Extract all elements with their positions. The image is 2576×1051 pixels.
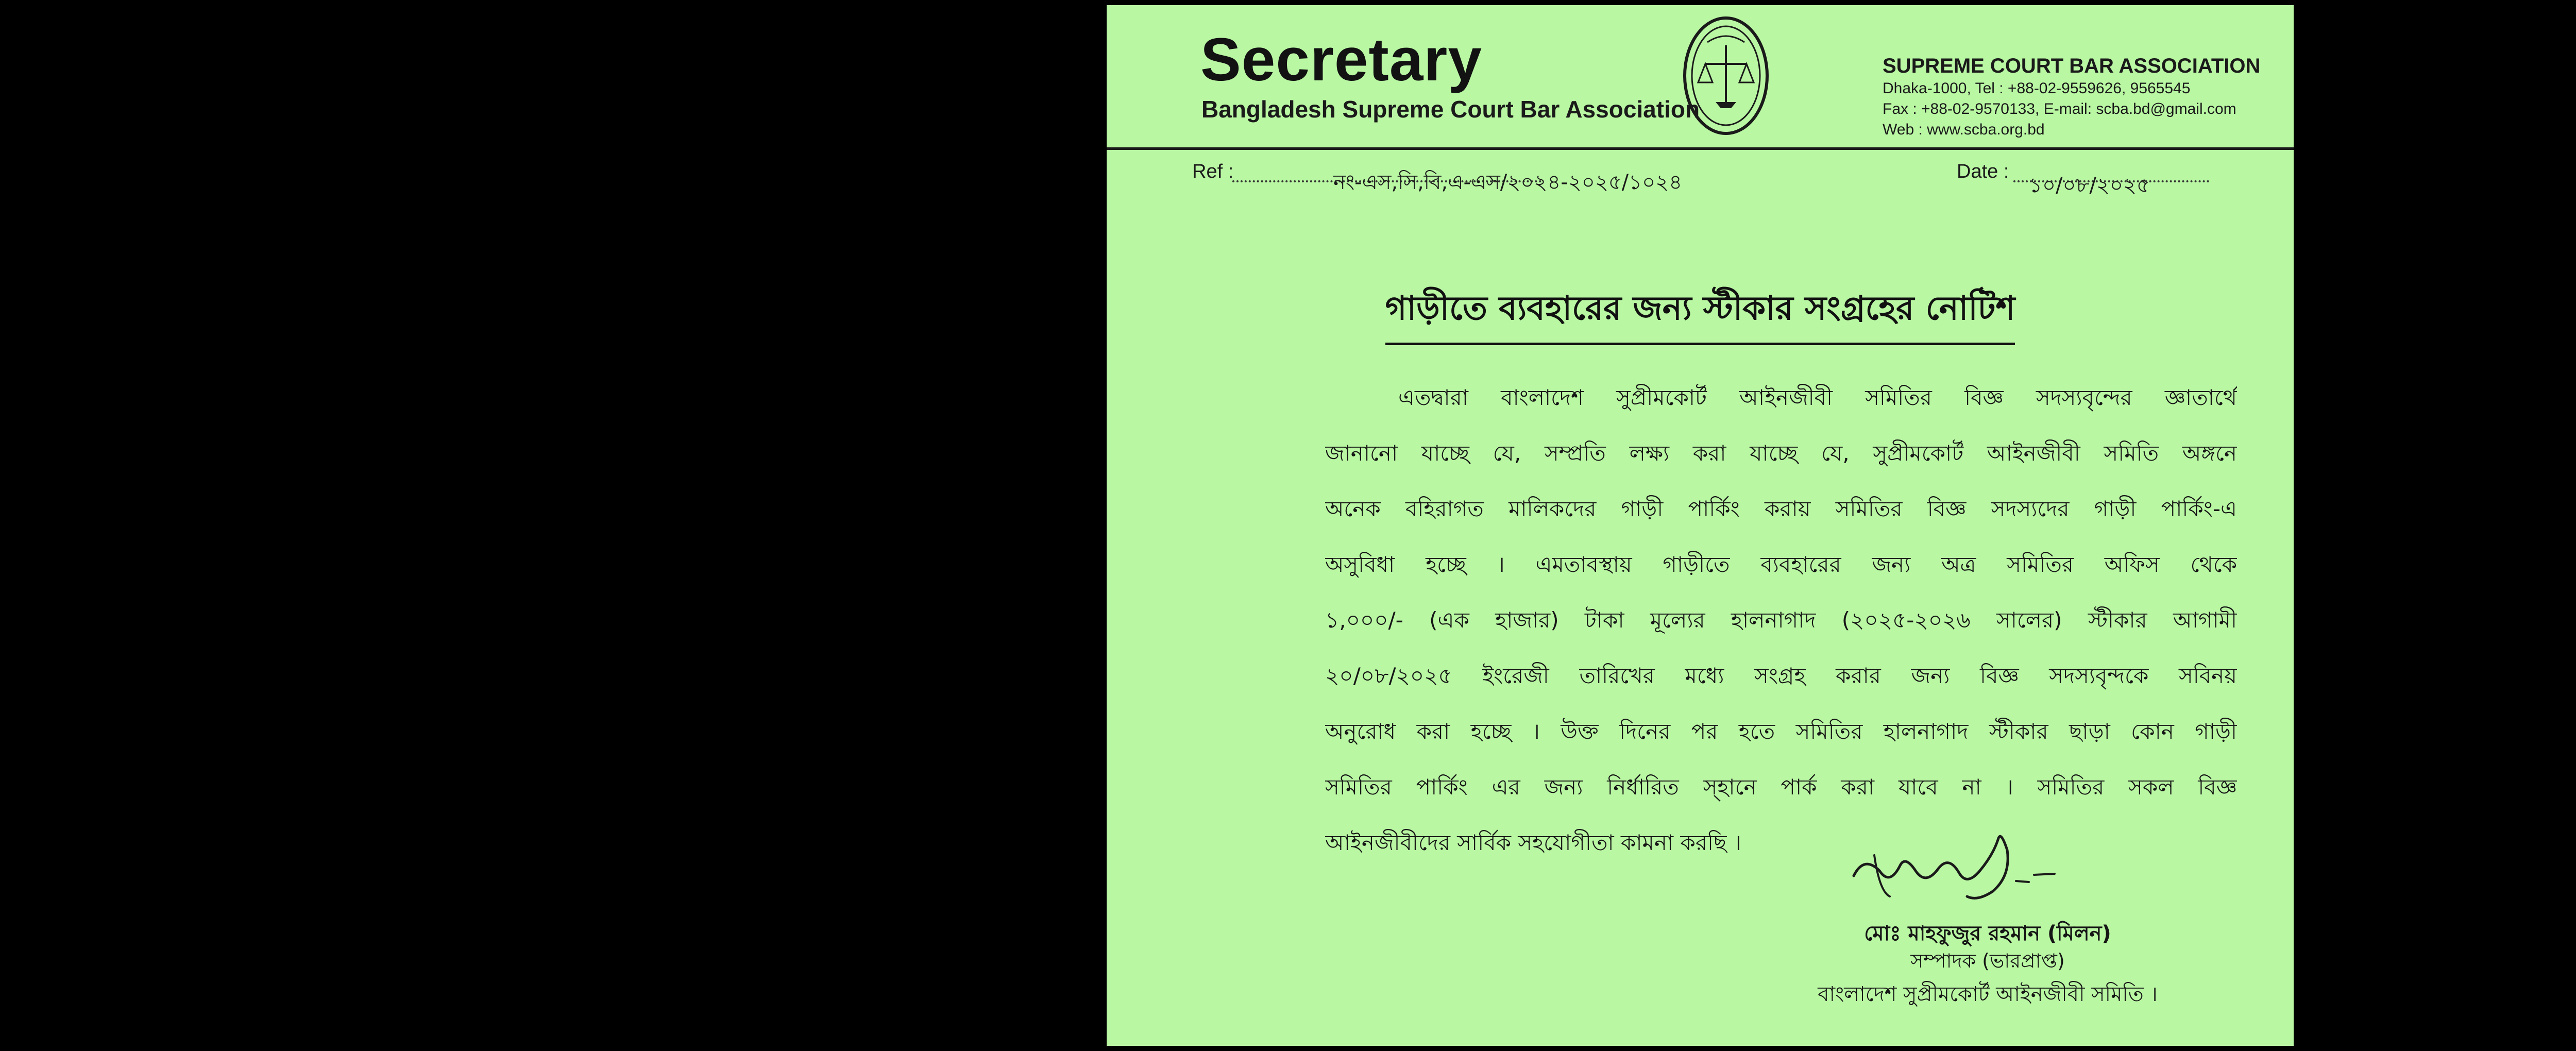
header-divider [1107,147,2294,150]
notice-title-text: গাড়ীতে ব্যবহারের জন্য স্টীকার সংগ্রহের নোটিশ [1385,283,2015,345]
letterhead-title: Secretary [1200,26,1482,94]
notice-line: অসুবিধা হচ্ছে । এমতাবস্থায় গাড়ীতে ব্যবহারের জন্য অত্র সমিতির অফিস থেকে [1325,552,2237,577]
notice-line: এতদ্বারা বাংলাদেশ সুপ্রীমকোর্ট আইনজীবী সমিতির বিজ্ঞ সদস্যবৃন্দের জ্ঞাতার্থে [1398,385,2237,410]
letterhead-subtitle: Bangladesh Supreme Court Bar Association [1201,96,1700,123]
association-contact-block [1883,54,2260,140]
signatory-title: সম্পাদক (ভারপ্রাপ্ত) [1910,950,2065,972]
notice-line: সমিতির পার্কিং এর জন্য নির্ধারিত স্হানে পার্ক করা যাবে না । সমিতির সকল বিজ্ঞ [1325,774,2237,800]
association-address: Dhaka-1000, Tel : +88-02-9559626, 9565545 [1883,80,2191,97]
notice-line: ১,০০০/- (এক হাজার) টাকা মূল্যের হালনাগাদ (২০২৫-২০২৬ সালের) স্টীকার আগামী [1325,607,2237,633]
association-fax-email: Fax : +88-02-9570133, E-mail: scba.bd@gmail.com [1883,100,2236,117]
signatory-name: মোঃ মাহফুজুর রহমান (মিলন) [1864,922,2111,945]
notice-line: আইনজীবীদের সার্বিক সহযোগীতা কামনা করছি । [1325,830,1741,855]
notice-line: জানানো যাচ্ছে যে, সম্প্রতি লক্ষ্য করা যাচ্ছে যে, সুপ্রীমকোর্ট আইনজীবী সমিতি অঙ্গনে [1325,440,2237,466]
notice-line: অনুরোধ করা হচ্ছে । উক্ত দিনের পর হতে সমিতির হালনাগাদ স্টীকার ছাড়া কোন গাড়ী [1325,719,2237,744]
association-name: SUPREME COURT BAR ASSOCIATION [1883,55,2261,77]
handwritten-signature-icon [1843,819,2111,917]
ref-number: নং-এস,সি,বি,এ-এস/২০২৪-২০২৫/১০২৪ [1333,171,1683,194]
ref-label: Ref : [1192,161,1234,182]
date-value: ১০/০৮/২০২৫ [2029,174,2150,197]
letter-page [1107,5,2294,1046]
court-scales-seal-icon [1682,14,1770,137]
notice-line: অনেক বহিরাগত মালিকদের গাড়ী পার্কিং করায় সমিতির বিজ্ঞ সদস্যদের গাড়ী পার্কিং-এ [1325,496,2237,521]
date-label: Date : [1957,161,2009,182]
notice-title [1107,283,2294,345]
signatory-organization: বাংলাদেশ সুপ্রীমকোর্ট আইনজীবী সমিতি । [1818,982,2158,1006]
association-web: Web : www.scba.org.bd [1883,121,2045,138]
notice-line: ২০/০৮/২০২৫ ইংরেজী তারিখের মধ্যে সংগ্রহ করার জন্য বিজ্ঞ সদস্যবৃন্দকে সবিনয় [1325,663,2237,688]
